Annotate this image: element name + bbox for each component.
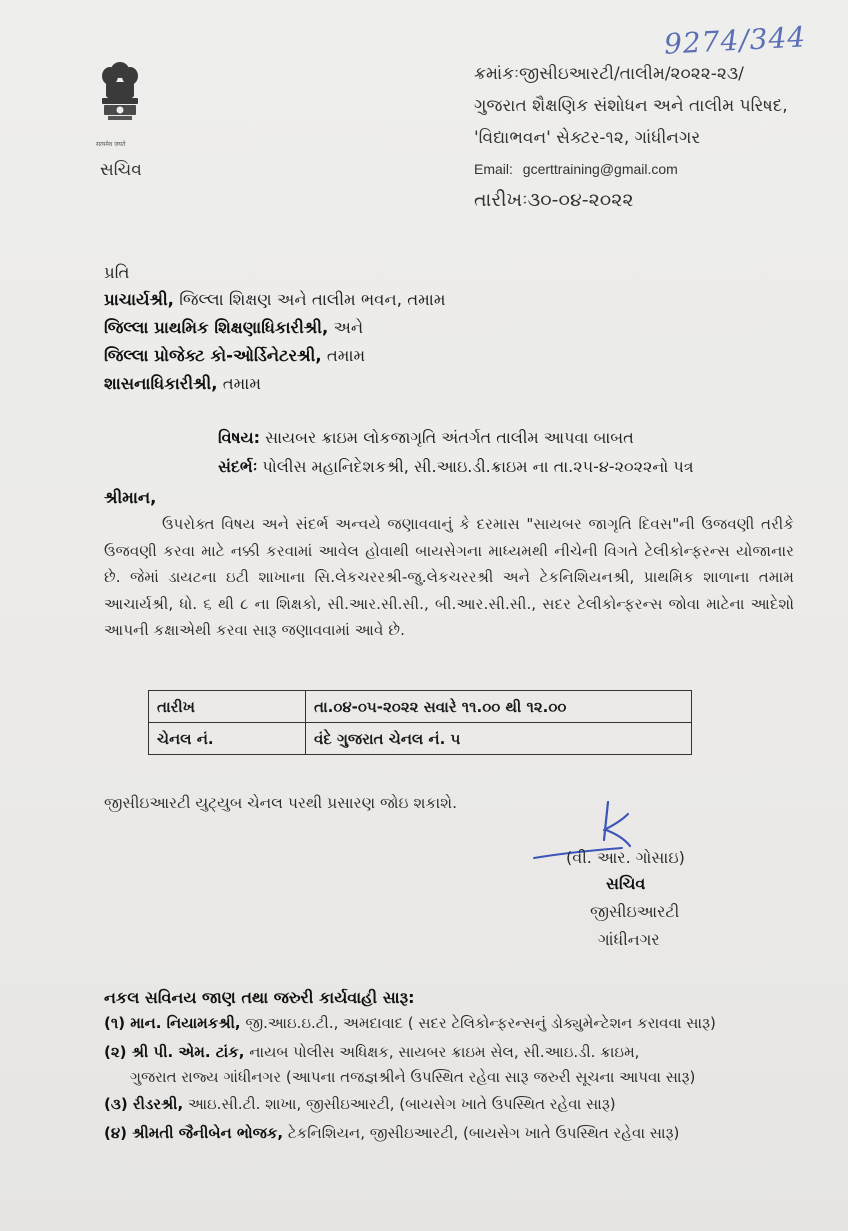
subject-line bbox=[218, 428, 634, 448]
copy-to-item: (૧) માન. નિયામકશ્રી, જી.આઇ.ઇ.ટી., અમદાવાદ ( સદર ટેલિકોન્ફરન્સનું ડોક્યુમેન્ટેશન કરાવવા સારૂ) bbox=[104, 1014, 716, 1032]
subject-text: સાયબર ક્રાઇમ લોકજાગૃતિ અંતર્ગત તાલીમ આપવા બાબત bbox=[260, 428, 634, 447]
broadcast-note: જીસીઇઆરટી યુટ્યુબ ચેનલ પરથી પ્રસારણ જોઇ શકાશે. bbox=[104, 794, 458, 812]
recipient-line: જિલ્લા પ્રાથમિક શિક્ષણાધિકારીશ્રી, અને bbox=[104, 318, 364, 337]
emblem-motto: सत्यमेव जयते bbox=[96, 141, 126, 148]
table-cell-label: ચેનલ નં. bbox=[149, 723, 306, 755]
signatory-city: ગાંધીનગર bbox=[598, 930, 660, 949]
recipients-prefix: પ્રતિ bbox=[104, 263, 130, 282]
reference-line bbox=[218, 457, 694, 477]
subject-label: વિષય: bbox=[218, 428, 261, 447]
left-designation: સચિવ bbox=[100, 160, 142, 180]
email-address[interactable]: gcerttraining@gmail.com bbox=[522, 161, 678, 177]
schedule-table bbox=[148, 690, 692, 755]
reference-label: સંદર્ભઃ bbox=[218, 457, 258, 476]
recipient-line: જિલ્લા પ્રોજેક્ટ કો-ઓર્ડિનેટરશ્રી, તમામ bbox=[104, 346, 366, 365]
letter-body: ઉપરોક્ત વિષય અને સંદર્ભ અન્વયે જણાવવાનું કે દરમાસ "સાયબર જાગૃતિ દિવસ"ની ઉજવણી તરીકે ઉજવણી કરવા માટે નક્કી કરવામાં આવેલ હોવાથી બાયસેગના માધ્યમથી નીચેની વિગતે ટેલીકોન્ફરન્સ યોજાનાર છે. જેમાં ડાયટના ઇટી શાખાના સિ.લેકચરરશ્રી-જુ.લેકચરરશ્રી અને ટેકનિશિયનશ્રી, પ્રાથમિક શાળાના તમામ આચાર્યશ્રી, ધો. ૬ થી ૮ ના શિક્ષકો, સી.આર.સી.સી., બી.આર.સી.સી., સદર ટેલીકોન્ફરન્સ જોવા માટેના આદેશો આપની કક્ષાએથી કરવા સારૂ જણાવવામાં આવે છે. bbox=[104, 515, 794, 639]
table-cell-value: તા.૦૪-૦૫-૨૦૨૨ સવારે ૧૧.૦૦ થી ૧૨.૦૦ bbox=[306, 691, 692, 723]
copy-to-item-continued: ગુજરાત રાજ્ય ગાંધીનગર (આપના તજજ્ઞશ્રીને ઉપસ્થિત રહેવા સારૂ જરુરી સૂચના આપવા સારૂ) bbox=[130, 1068, 696, 1086]
national-emblem-icon bbox=[94, 56, 146, 142]
table-row bbox=[149, 691, 692, 723]
handwritten-inward-number: 9274/344 bbox=[663, 20, 807, 61]
copy-to-item: (૨) શ્રી પી. એમ. ટાંક, નાયબ પોલીસ અધિક્ષક, સાયબર ક્રાઇમ સેલ, સી.આઇ.ડી. ક્રાઇમ, bbox=[104, 1043, 640, 1061]
signatory-organization: જીસીઇઆરટી bbox=[590, 902, 680, 921]
copy-to-heading: નકલ સવિનય જાણ તથા જરુરી કાર્યવાહી સારૂ: bbox=[104, 988, 415, 1007]
office-name: ગુજરાત શૈક્ષણિક સંશોધન અને તાલીમ પરિષદ, bbox=[474, 96, 788, 116]
table-cell-label: તારીખ bbox=[149, 691, 306, 723]
office-address: 'વિદ્યાભવન' સેક્ટર-૧૨, ગાંધીનગર bbox=[474, 128, 701, 148]
copy-to-item: (૪) શ્રીમતી જૈનીબેન ભોજક, ટેકનિશિયન, જીસીઇઆરટી, (બાયસેગ ખાતે ઉપસ્થિત રહેવા સારૂ) bbox=[104, 1124, 680, 1142]
recipient-line: શાસનાધિકારીશ્રી, તમામ bbox=[104, 374, 261, 393]
table-row bbox=[149, 723, 692, 755]
reference-text: પોલીસ મહાનિદેશકશ્રી, સી.આઇ.ડી.ક્રાઇમ ના તા.૨૫-૪-૨૦૨૨નો પત્ર bbox=[257, 457, 694, 476]
salutation: શ્રીમાન, bbox=[104, 488, 157, 507]
letter-date: તારીખઃ૩૦-૦૪-૨૦૨૨ bbox=[474, 189, 634, 211]
signatory-name: (વી. આર. ગોસાઇ) bbox=[566, 848, 685, 867]
reference-number: ક્રમાંકઃજીસીઇઆરટી/તાલીમ/૨૦૨૨-૨૩/ bbox=[474, 64, 744, 84]
recipient-line: પ્રાચાર્યશ્રી, જિલ્લા શિક્ષણ અને તાલીમ ભવન, તમામ bbox=[104, 290, 446, 309]
signatory-designation: સચિવ bbox=[606, 874, 646, 893]
copy-to-item: (૩) રીડરશ્રી, આઇ.સી.ટી. શાખા, જીસીઇઆરટી, (બાયસેગ ખાતે ઉપસ્થિત રહેવા સારૂ) bbox=[104, 1095, 616, 1113]
email-label: Email: bbox=[474, 161, 513, 177]
table-cell-value: વંદે ગુજરાત ચેનલ નં. ૫ bbox=[306, 723, 692, 755]
email-line bbox=[474, 161, 678, 177]
